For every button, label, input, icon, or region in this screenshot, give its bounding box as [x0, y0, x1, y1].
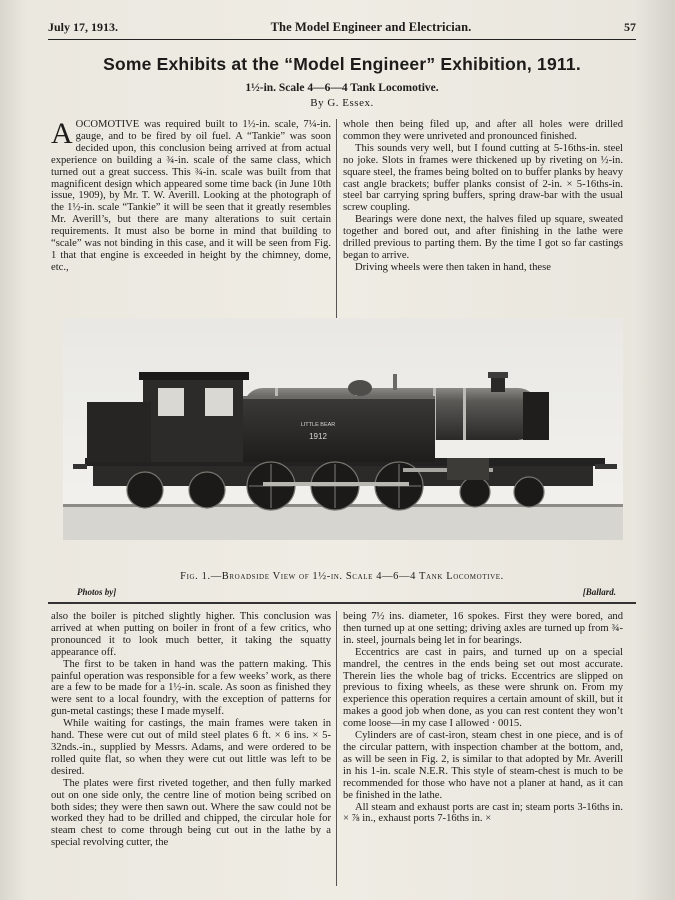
paragraph: also the boiler is pitched slightly higher. This conclusion was arrived at when putting on boiler in front of a few critics, who pronounced it to look much better, it taking the squatty appearance off.: [51, 611, 331, 658]
column-divider-top: [336, 119, 337, 319]
photo-credit-name: [Ballard.: [582, 587, 616, 597]
article-subtitle: 1½-in. Scale 4—6—4 Tank Locomotive.: [245, 82, 439, 94]
caption-rule: [48, 602, 636, 604]
drop-cap: A: [51, 119, 73, 150]
issue-date: July 17, 1913.: [48, 20, 119, 34]
paragraph: All steam and exhaust ports are cast in; steam ports 3-16ths in. × ⅞ in., exhaust ports 7-16ths in. ×: [343, 801, 623, 825]
article-title: Some Exhibits at the “Model Engineer” Exhibition, 1911.: [103, 54, 581, 74]
figure-caption: Fig. 1.—Broadside View of 1½-in. Scale 4—6—4 Tank Locomotive.: [180, 571, 504, 582]
paragraph: being 7½ ins. diameter, 16 spokes. First they were bored, and then turned up at one setting; driving axles are turned up from ¾-in. steel, journals being let in for bearings.: [343, 611, 623, 646]
article-byline: By G. Essex.: [310, 97, 374, 109]
text-column-top-right: [343, 119, 623, 319]
locomotive-photograph: [63, 318, 623, 540]
text-column-bottom-left: [51, 611, 331, 886]
tank-number: 1912: [309, 432, 327, 441]
tank-lettering: LITTLE BEAR: [300, 422, 336, 428]
paragraph: whole then being filed up, and after all holes were drilled common they were unriveted and pronounced finished.: [343, 119, 623, 142]
paragraph: The first to be taken in hand was the pattern making. This painful operation was responsible for a few weeks’ work, as there are a few to be made for a 1½-in. scale. As soon as finished they were sent to a local foundry, with the exception of patterns for gun-metal castings; these I made myself.: [51, 658, 331, 718]
magazine-page: [48, 16, 636, 900]
text-column-bottom-right: [343, 611, 623, 886]
paragraph: Driving wheels were then taken in hand, these: [355, 261, 551, 273]
paragraph: Bearings were done next, the halves filed up square, sweated together and bored out, and after finishing in the lathe were drilled previous to parting them. By the time I got so far castings began to arrive.: [343, 214, 623, 261]
text-column-top-left: [51, 119, 331, 319]
paragraph: The plates were first riveted together, and then fully marked out on one side only, the centre line of motion being scribed on both sides; they were then sawn out. Where the saw could not be worked they had to be drilled and chipped, the circular hole for steam chest to come through being cut out in the lathe by a special revolving cutter, the: [51, 777, 331, 849]
paragraph: Cylinders are of cast-iron, steam chest in one piece, and is of the circular pattern, with inspection chamber at the bottom, and, as will be seen in Fig. 2, is similar to that adopted by Mr. Averill in his 1-in. scale N.E.R. This style of steam-chest is much to be recommended for those who have not a planer at hand, as it can be finished in the lathe.: [343, 730, 623, 801]
opening-paragraph-text: OCOMOTIVE was required built to 1½-in. scale, 7¼-in. gauge, and to be fired by oil fuel. A “Tankie” was soon decided upon, this conclusion being arrived at from actual experience on building a ¾-in. scale of the same class, which turned out a great success. This ¾-in. scale was built from that magnificent design which appeared some time back (in June 10th issue, 1909), by Mr. T. W. Averill. Looking at the photograph of the 1½-in. scale “Tankie” it will be seen that it greatly resembles Mr. Averill’s, but there are many alterations to suit certain requirements. It must also be borne in mind that building to “scale” was not binding in this case, and it will be seen from Fig. 1 that that engine is exceeded in height by the chimney, dome, etc.,: [51, 119, 331, 273]
paragraph: This sounds very well, but I found cutting at 5-16ths-in. steel no joke. Slots in frames were thickened up by riveting on ½-in. square steel, the frames being bolted on to buffer planks by heavy cast angle brackets; buffer planks consist of 2-in. × 5-16ths-in. steel bar carrying spring buffers, spring draw-bar with the usual screw coupling.: [343, 142, 623, 214]
photo-credit-label: Photos by]: [77, 587, 117, 597]
paragraph: While waiting for castings, the main frames were taken in hand. These were cut out of mild steel plates 6 ft. × 6 ins. × 5-32nds.-in., supplied by Messrs. Adams, and were ordered to be rolled quite flat, so when they were cut out little was left to be desired.: [51, 718, 331, 777]
paragraph: Eccentrics are cast in pairs, and turned up on a special mandrel, the centres in the ends being set out most accurate. Therein lies the whole bag of tricks. Eccentrics are slipped on previous to fixing wheels, as these were shrunk on. From my experience this operation requires a certain amount of skill, but it makes a good job when done, as you can rest content they won’t come loose—in my case I allowed · 0015.: [343, 646, 623, 730]
running-header: [48, 16, 636, 40]
locomotive-illustration: [63, 318, 623, 540]
column-divider-bottom: [336, 611, 337, 886]
page-number: 57: [623, 20, 636, 34]
opening-paragraph: [51, 119, 331, 274]
publication-title: The Model Engineer and Electrician.: [270, 20, 472, 34]
